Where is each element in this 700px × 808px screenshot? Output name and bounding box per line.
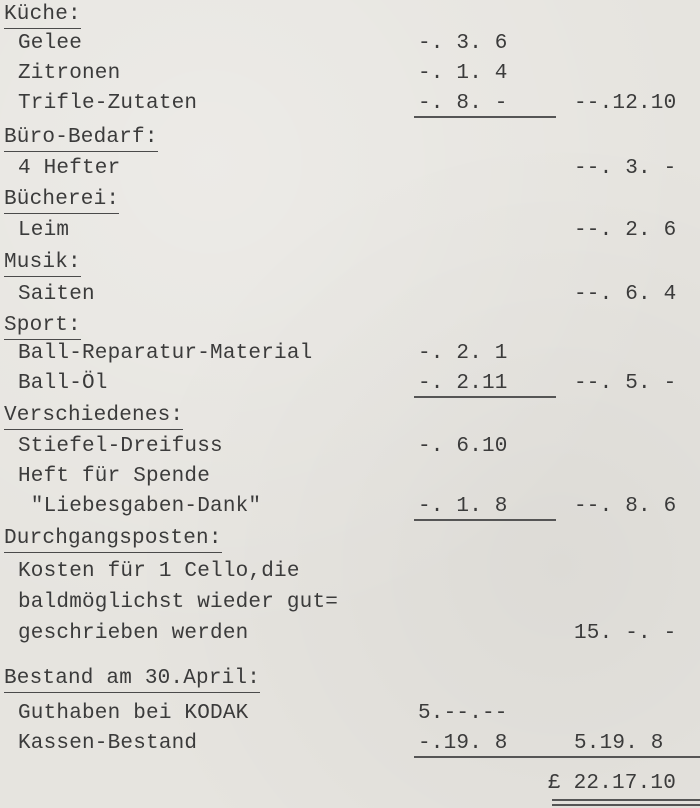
item-label: Ball-Öl bbox=[18, 372, 108, 395]
section-total: 5.19. 8 bbox=[574, 732, 664, 755]
item-subamount: -. 2.11 bbox=[418, 372, 508, 395]
section-heading-sport: Sport: bbox=[4, 314, 81, 340]
subtotal-rule bbox=[414, 116, 556, 118]
item-label: Stiefel-Dreifuss bbox=[18, 435, 223, 458]
subtotal-rule bbox=[414, 396, 556, 398]
subtotal-rule bbox=[414, 519, 556, 521]
section-total: --. 8. 6 bbox=[574, 495, 677, 518]
section-heading-durchgangsposten: Durchgangsposten: bbox=[4, 527, 222, 553]
item-label: "Liebesgaben-Dank" bbox=[18, 495, 262, 518]
item-label: Trifle-Zutaten bbox=[18, 92, 198, 115]
item-subamount: -. 1. 8 bbox=[418, 495, 508, 518]
item-label: Gelee bbox=[18, 32, 83, 55]
section-total: --. 2. 6 bbox=[574, 219, 677, 242]
grand-total-double-rule-bottom bbox=[552, 804, 700, 806]
item-label: Kosten für 1 Cello,die bbox=[18, 560, 300, 583]
item-label: Ball-Reparatur-Material bbox=[18, 342, 313, 365]
item-label: Heft für Spende bbox=[18, 465, 211, 488]
item-subamount: -. 8. - bbox=[418, 92, 508, 115]
item-label: Saiten bbox=[18, 283, 95, 306]
item-subamount: -. 1. 4 bbox=[418, 62, 508, 85]
grand-total: £ 22.17.10 bbox=[548, 772, 677, 795]
grand-total-double-rule-top bbox=[552, 799, 700, 801]
total-rule bbox=[414, 756, 700, 758]
item-subamount: -. 3. 6 bbox=[418, 32, 508, 55]
item-subamount: -. 6.10 bbox=[418, 435, 508, 458]
item-label: Kassen-Bestand bbox=[18, 732, 198, 755]
section-total: --. 3. - bbox=[574, 157, 677, 180]
section-heading-musik: Musik: bbox=[4, 251, 81, 277]
item-subamount: -.19. 8 bbox=[418, 732, 508, 755]
item-subamount: -. 2. 1 bbox=[418, 342, 508, 365]
item-label: Zitronen bbox=[18, 62, 121, 85]
item-label: 4 Hefter bbox=[18, 157, 121, 180]
item-label: Leim bbox=[18, 219, 70, 242]
item-subamount: 5.--.-- bbox=[418, 702, 508, 725]
section-total: --. 6. 4 bbox=[574, 283, 677, 306]
section-heading-bestand: Bestand am 30.April: bbox=[4, 667, 260, 693]
item-label: geschrieben werden bbox=[18, 622, 249, 645]
section-total: 15. -. - bbox=[574, 622, 677, 645]
section-heading-verschiedenes: Verschiedenes: bbox=[4, 404, 183, 430]
item-label: baldmöglichst wieder gut= bbox=[18, 591, 339, 614]
item-label: Guthaben bei KODAK bbox=[18, 702, 249, 725]
section-heading-kueche: Küche: bbox=[4, 3, 81, 29]
section-total: --. 5. - bbox=[574, 372, 677, 395]
section-total: --.12.10 bbox=[574, 92, 677, 115]
section-heading-buecherei: Bücherei: bbox=[4, 188, 119, 214]
section-heading-buero: Büro-Bedarf: bbox=[4, 126, 158, 152]
